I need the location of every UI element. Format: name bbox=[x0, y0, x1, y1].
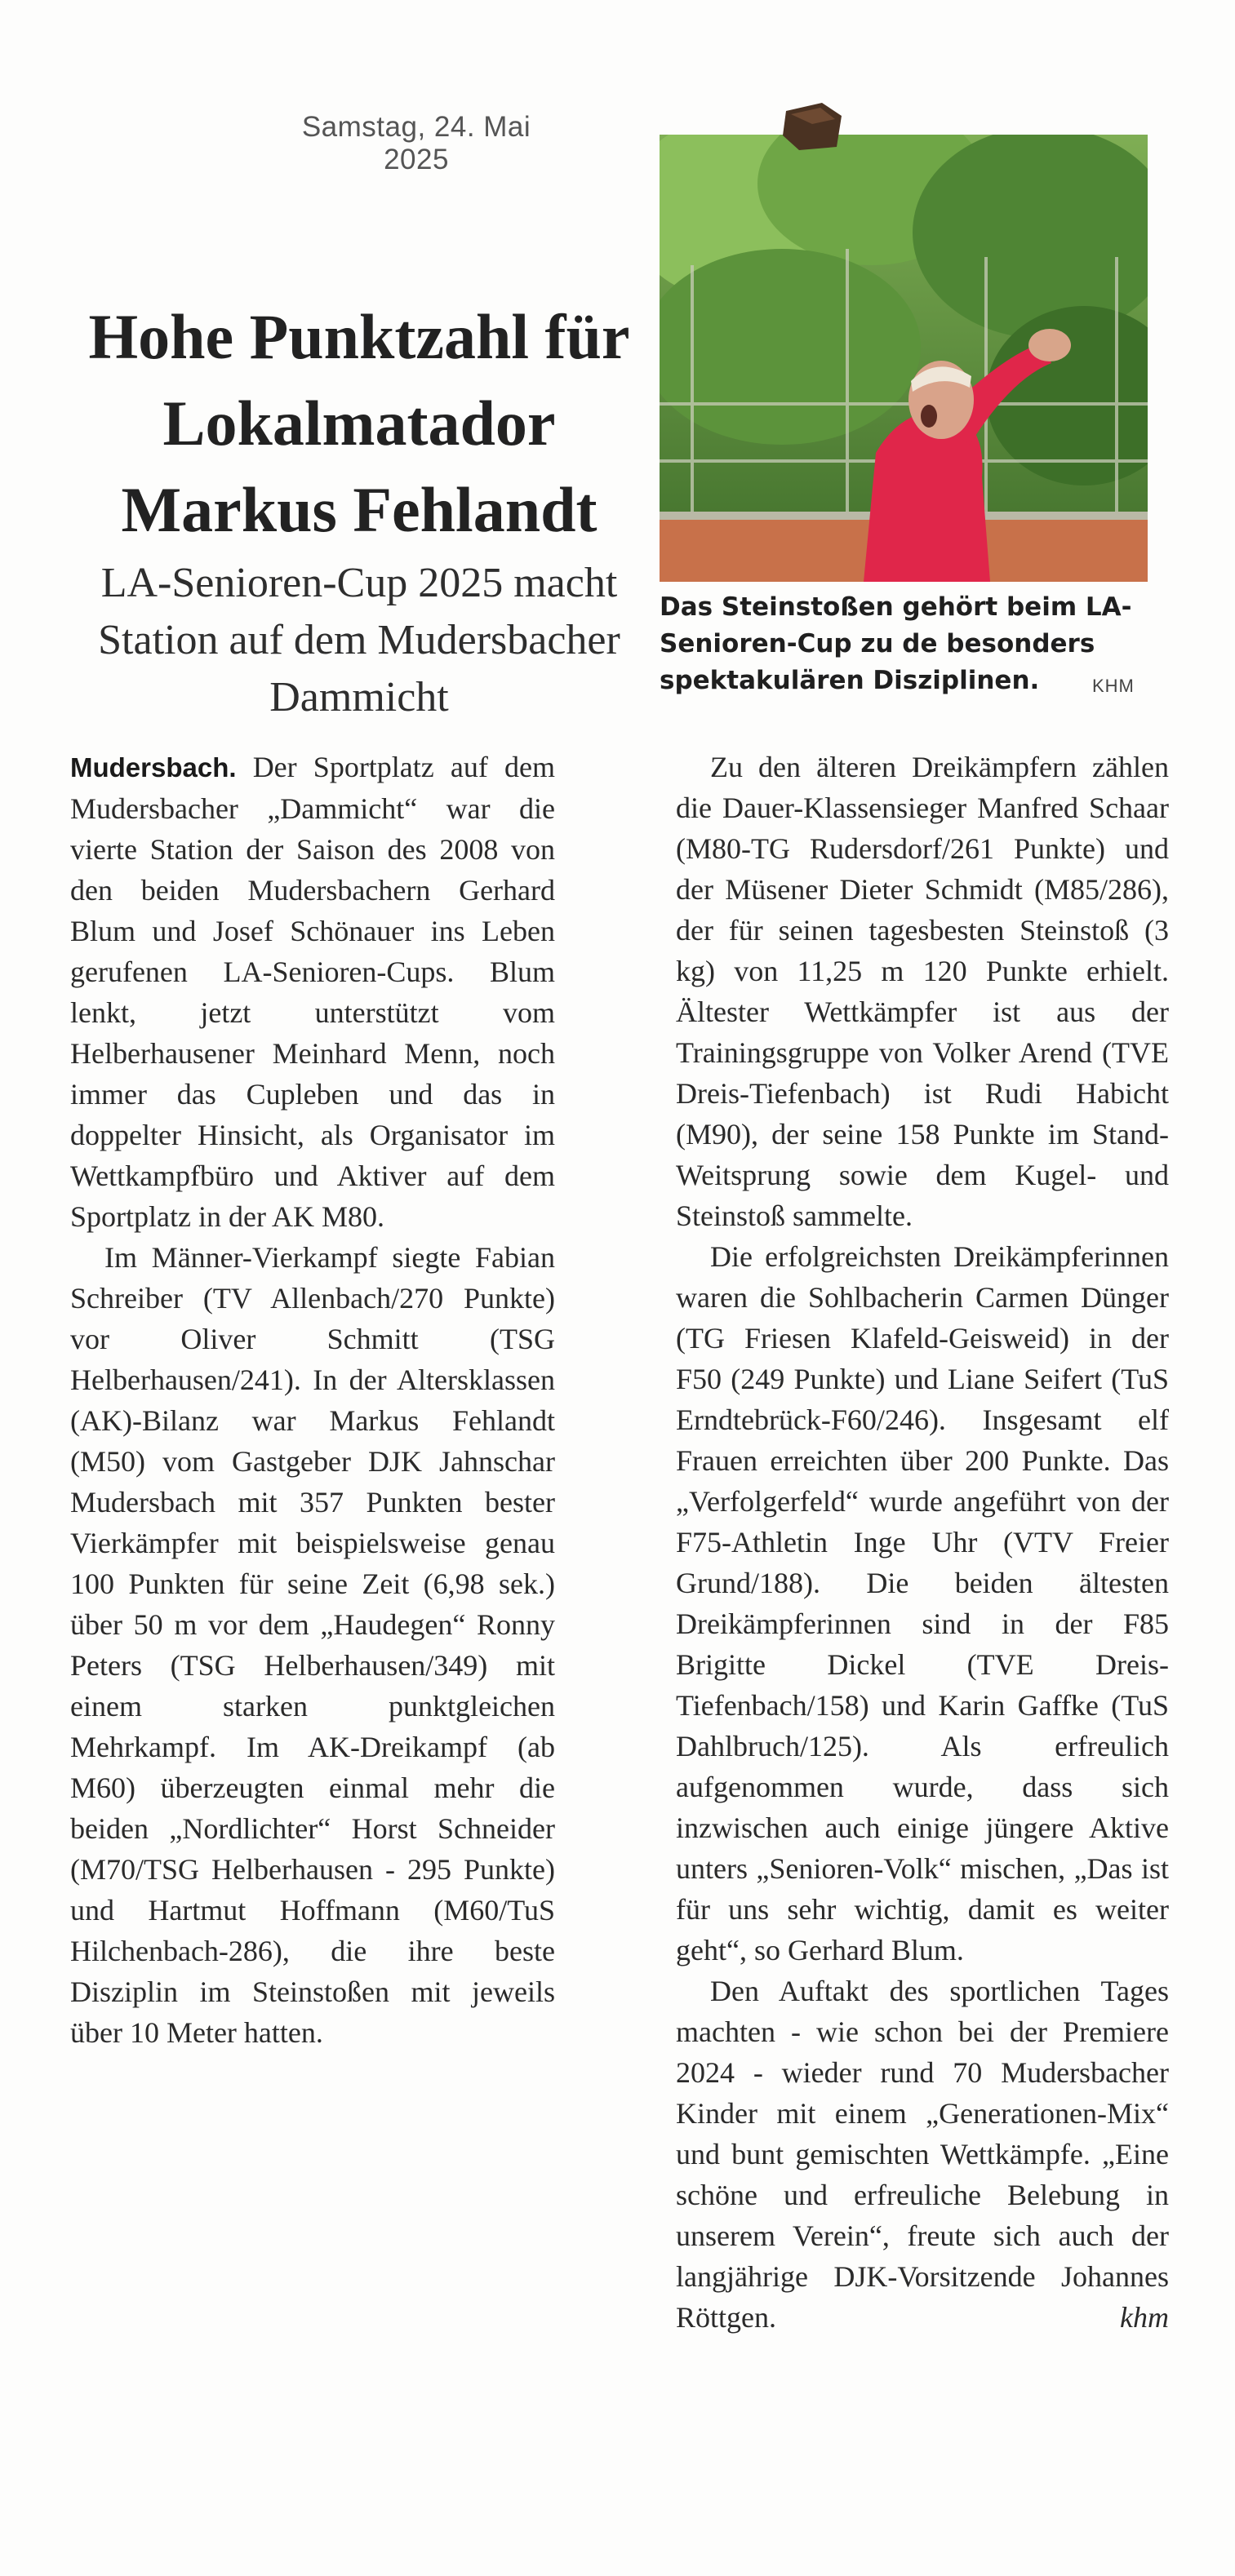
paragraph: Im Männer-Vierkampf siegte Fabian Schreiber (TV Allenbach/270 Punkte) vor Oliver Schmitt (TSG Helberhausen/241). In der Altersklassen (AK)-Bilanz war Markus Fehlandt (M50) vom Gastgeber DJK Jahnschar Mudersbach mit 357 Punkten bester Vierkämpfer mit beispielsweise genau 100 Punkten für seine Zeit (6,98 sek.) über 50 m vor dem „Haudegen“ Ronny Peters (TSG Helberhausen/349) mit einem starken punktgleichen Mehrkampf. Im AK-Dreikampf (ab M60) überzeugten einmal mehr die beiden „Nordlichter“ Horst Schneider (M70/TSG Helberhausen - 295 Punkte) und Hartmut Hoffmann (M60/TuS Hilchenbach-286), die ihre beste Disziplin im Steinstoßen mit jeweils über 10 Meter hatten. bbox=[70, 1241, 555, 2049]
article-subheadline: LA-Senioren-Cup 2025 macht Station auf dem Mudersbacher Dammicht bbox=[98, 560, 620, 720]
stone-icon bbox=[780, 100, 845, 153]
photo-credit: KHM bbox=[1092, 676, 1135, 696]
article-column-left bbox=[70, 747, 555, 2053]
author-signature: khm bbox=[1120, 2301, 1169, 2334]
article-date: Samstag, 24. Mai 2025 bbox=[301, 111, 531, 175]
paragraph bbox=[70, 747, 555, 1237]
paragraph: Die erfolgreichsten Dreikämpferinnen waren die Sohlbacherin Carmen Dünger (TG Friesen Klafeld-Geisweid) in der F50 (249 Punkte) und Liane Seifert (TuS Erndtebrück-F60/246). Insgesamt elf Frauen erreichten über 200 Punkte. Das „Verfolgerfeld“ wurde angeführt von der F75-Athletin Inge Uhr (VTV Freier Grund/188). Die beiden ältesten Dreikämpferinnen sind in der F85 Brigitte Dickel (TVE Dreis-Tiefenbach/158) und Karin Gaffke (TuS Dahlbruch/125). Als erfreulich aufgenommen wurde, dass sich inzwischen auch einige jüngere Aktive unters „Senioren-Volk“ mischen, „Das ist für uns sehr wichtig, damit es weiter geht“, so Gerhard Blum. bbox=[676, 1240, 1169, 1966]
photo-caption: Das Steinstoßen gehört beim LA-Senioren-Cup zu de besonders spektakulären Disziplinen. bbox=[660, 592, 1132, 695]
stone-in-flight bbox=[780, 100, 845, 153]
paragraph bbox=[676, 1971, 1169, 2338]
article-column-right bbox=[676, 747, 1169, 2338]
paragraph-text: Der Sportplatz auf dem Mudersbacher „Dammicht“ war die vierte Station der Saison des 2008 von den beiden Mudersbachern Gerhard Blum und Josef Schönauer ins Leben gerufenen LA-Senioren-Cups. Blum lenkt, jetzt unterstützt vom Helberhausener Meinhard Menn, noch immer das Cupleben und das in doppelter Hinsicht, als Organisator im Wettkampfbüro und Aktiver auf dem Sportplatz in der AK M80. bbox=[70, 751, 555, 1233]
article-headline: Hohe Punktzahl für Lokalmatador Markus Fehlandt bbox=[88, 301, 630, 545]
article-photo bbox=[660, 135, 1148, 582]
athlete-photo-illustration bbox=[660, 135, 1148, 582]
paragraph-text: Den Auftakt des sportlichen Tages machten - wie schon bei der Premiere 2024 - wieder rund 70 Mudersbacher Kinder mit einem „Generationen-Mix“ und bunt gemischten Wettkämpfe. „Eine schöne und erfreuliche Belebung in unserem Verein“, freute sich auch der langjährige DJK-Vorsitzende Johannes Röttgen. bbox=[676, 1975, 1169, 2334]
paragraph: Zu den älteren Dreikämpfern zählen die Dauer-Klassensieger Manfred Schaar (M80-TG Rudersdorf/261 Punkte) und der Müsener Dieter Schmidt (M85/286), der für seinen tagesbesten Steinstoß (3 kg) von 11,25 m 120 Punkte erhielt. Ältester Wettkämpfer ist aus der Trainingsgruppe von Volker Arend (TVE Dreis-Tiefenbach) ist Rudi Habicht (M90), der seine 158 Punkte im Stand-Weitsprung sowie dem Kugel- und Steinstoß sammelte. bbox=[676, 751, 1169, 1232]
dateline-location: Mudersbach. bbox=[70, 752, 237, 783]
